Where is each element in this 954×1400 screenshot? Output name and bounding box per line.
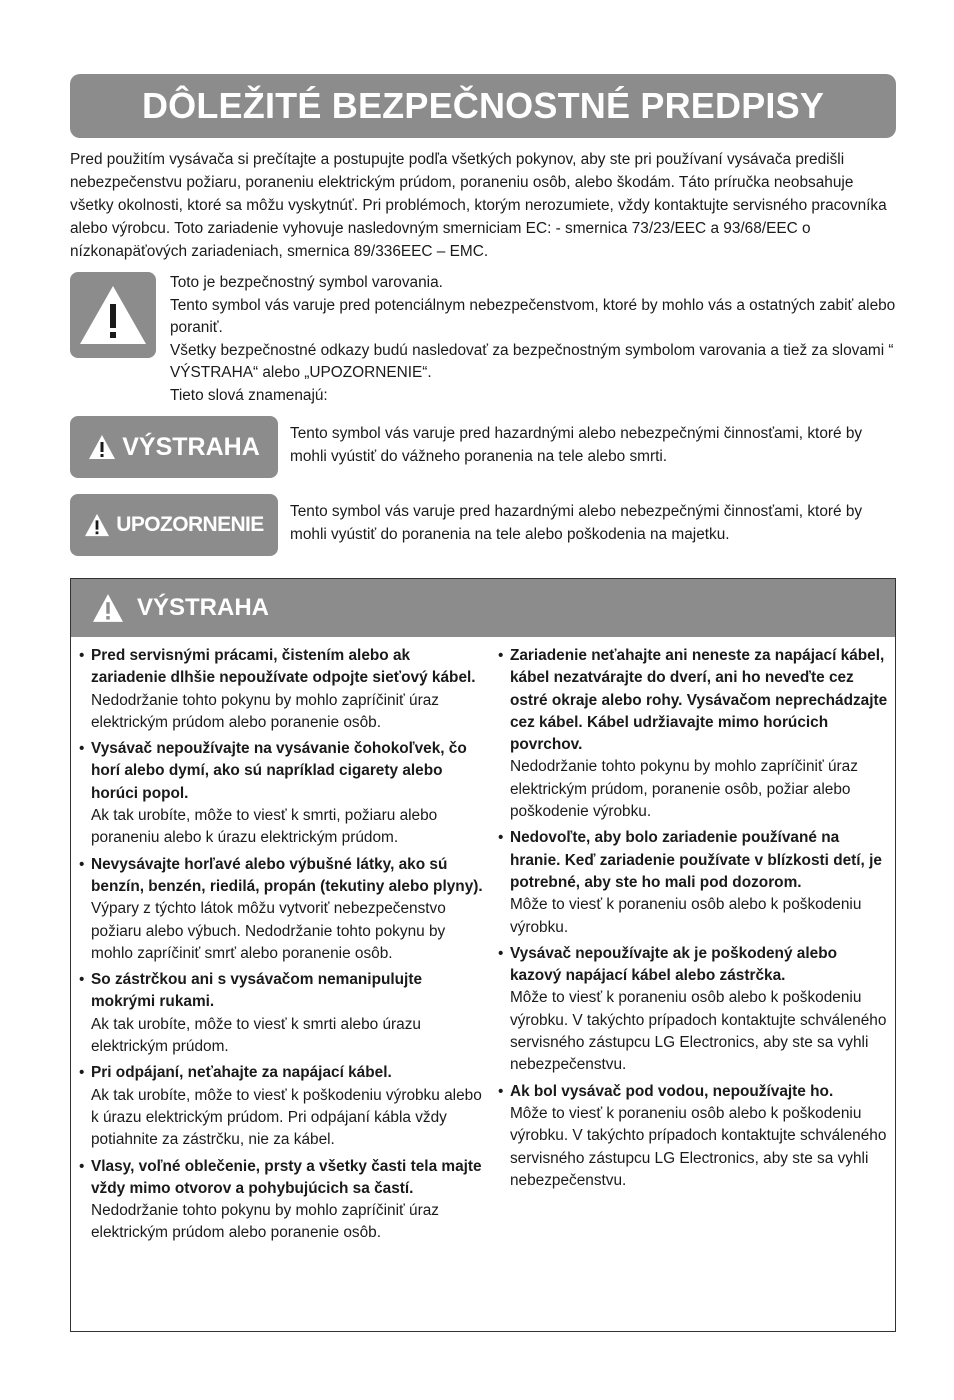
- warning-triangle-icon: [84, 513, 110, 537]
- item-body: Výpary z týchto látok môžu vytvoriť nebezpečenstvo požiaru alebo výbuch. Nedodržanie tohto pokynu by mohlo zapríčiniť smrť alebo poranenie osôb.: [91, 900, 446, 962]
- item-heading: Nedovoľte, aby bolo zariadenie používané na hranie. Keď zariadenie používate v blízkosti detí, je potrebné, aby ste ho mali pod dozorom.: [509, 829, 882, 891]
- list-item: [496, 943, 889, 1077]
- bullet-icon: •: [497, 829, 504, 847]
- bullet-icon: •: [497, 1082, 504, 1100]
- warning-triangle-icon: [91, 593, 125, 623]
- page-title: DÔLEŽITÉ BEZPEČNOSTNÉ PREDPISY: [141, 85, 825, 126]
- item-body: Nedodržanie tohto pokynu by mohlo zapríčiniť úraz elektrickým prúdom alebo poranenie osôb.: [91, 691, 439, 731]
- symbol-line-1: Toto je bezpečnostný symbol varovania.: [170, 274, 443, 291]
- item-body: Môže to viesť k poraneniu osôb alebo k poškodeniu výrobku.: [509, 896, 862, 936]
- caution-badge-description: Tento symbol vás varuje pred hazardnými alebo nebezpečnými činnosťami, ktoré by mohli vyústiť do poranenia na tele alebo poškodenia na majetku.: [290, 503, 863, 543]
- item-body: Nedodržanie tohto pokynu by mohlo zapríčiniť úraz elektrickým prúdom alebo poranenie osôb.: [91, 1202, 439, 1242]
- list-item: [77, 969, 484, 1058]
- list-item: [77, 1062, 484, 1151]
- list-item: [77, 854, 484, 965]
- warning-triangle-icon: [88, 434, 116, 460]
- item-heading: Vysávač nepoužívajte ak je poškodený alebo kazový napájací kábel alebo zástrčka.: [509, 944, 837, 985]
- item-heading: Ak bol vysávač pod vodou, nepoužívajte ho.: [509, 1082, 834, 1100]
- bullet-icon: •: [79, 1157, 85, 1175]
- warning-badge: [70, 416, 278, 478]
- symbol-line-4: Tieto slová znamenajú:: [170, 386, 328, 404]
- item-heading: Vlasy, voľné oblečenie, prsty a všetky časti tela majte vždy mimo otvorov a pohybujúcich sa častí.: [91, 1157, 482, 1197]
- title-banner: [70, 74, 896, 138]
- symbol-line-2: Tento symbol vás varuje pred potenciálnym nebezpečenstvom, ktoré by mohlo vás a ostatných zabiť alebo poraniť.: [170, 296, 896, 336]
- list-item: [496, 1081, 889, 1192]
- item-body: Ak tak urobíte, môže to viesť k smrti, požiaru alebo poraneniu alebo k úrazu elektrickým prúdom.: [91, 807, 438, 847]
- bullet-icon: •: [79, 971, 85, 989]
- bullet-icon: •: [497, 944, 504, 962]
- warning-badge-description: Tento symbol vás varuje pred hazardnými alebo nebezpečnými činnosťami, ktoré by mohli vyústiť do vážneho poranenia na tele alebo smrti.: [290, 425, 863, 465]
- item-body: Ak tak urobíte, môže to viesť k smrti alebo úrazu elektrickým prúdom.: [91, 1015, 421, 1056]
- symbol-explanation: [170, 272, 900, 407]
- item-heading: Pred servisnými prácami, čistením alebo ak zariadenie dlhšie nepoužívate odpojte sieťový kábel.: [91, 647, 476, 687]
- item-body: Môže to viesť k poraneniu osôb alebo k poškodeniu výrobku. V takýchto prípadoch kontaktujte schváleného servisného zástupcu LG Electronics, aby ste sa vyhli nebezpečenstvu.: [509, 1104, 887, 1189]
- bullet-icon: •: [79, 647, 85, 664]
- item-body: Môže to viesť k poraneniu osôb alebo k poškodeniu výrobku. V takýchto prípadoch kontaktujte schváleného servisného zástupcu LG Electronics, aby ste sa vyhli nebezpečenstvu.: [509, 989, 887, 1074]
- list-item: [77, 738, 484, 849]
- bullet-icon: •: [497, 647, 504, 664]
- warning-box-header: [71, 579, 895, 637]
- warning-badge-label: VÝSTRAHA: [122, 432, 260, 461]
- caution-badge-label: UPOZORNENIE: [116, 513, 264, 536]
- symbol-line-3: Všetky bezpečnostné odkazy budú nasledovať za bezpečnostným symbolom varovania a tiež za slovami “ VÝSTRAHA“ alebo „UPOZORNENIE“.: [170, 341, 894, 381]
- list-item: [77, 645, 484, 734]
- item-heading: Pri odpájaní, neťahajte za napájací kábel.: [91, 1064, 392, 1082]
- bullet-icon: •: [79, 855, 85, 873]
- list-item: [77, 1156, 484, 1245]
- caution-badge: [70, 494, 278, 556]
- item-heading: Nevysávajte horľavé alebo výbušné látky, ako sú benzín, benzén, riedilá, propán (tekutiny alebo plyny).: [91, 855, 483, 895]
- warning-triangle-icon: [70, 272, 156, 358]
- bullet-icon: •: [79, 740, 85, 758]
- warning-box: [70, 578, 896, 1332]
- warning-column-right: [496, 645, 889, 1249]
- warning-column-left: [77, 645, 484, 1249]
- list-item: [496, 827, 889, 938]
- item-body: Nedodržanie tohto pokynu by mohlo zapríčiniť úraz elektrickým prúdom, poranenie osôb, požiar alebo poškodenie výrobku.: [509, 758, 858, 821]
- item-heading: Zariadenie neťahajte ani neneste za napájací kábel, kábel nezatvárajte do dverí, ani ho neveďte cez ostré okraje alebo rohy. Vysávačom neprechádzajte cez kábel. Kábel udržiavajte mimo horúcich povrchov.: [509, 647, 888, 754]
- list-item: [496, 645, 889, 823]
- safety-symbol: [70, 272, 156, 358]
- bullet-icon: •: [79, 1064, 85, 1082]
- item-heading: Vysávač nepoužívajte na vysávanie čohokoľvek, čo horí alebo dymí, ako sú napríklad cigarety alebo horúci popol.: [91, 740, 467, 802]
- intro-paragraph: Pred použitím vysávača si prečítajte a postupujte podľa všetkých pokynov, aby ste pri používaní vysávača predišli nebezpečenstvu požiaru, poraneniu elektrickým prúdom, poraneniu osôb, alebo škodám. Táto príručka neobsahuje všetky okolnosti, ktoré sa môžu vyskytnúť. Pri problémoch, ktorým nerozumiete, vždy kontaktujte servisného pracovníka alebo výrobcu. Toto zariadenie vyhovuje nasledovným smerniciam EC: - smernica 73/23/EEC a 93/68/EEC o nízkonapäťových zariadeniach, smernica 89/336EEC – EMC.: [70, 151, 887, 260]
- item-heading: So zástrčkou ani s vysávačom nemanipulujte mokrými rukami.: [91, 971, 423, 1011]
- warning-box-title: VÝSTRAHA: [137, 594, 270, 621]
- item-body: Ak tak urobíte, môže to viesť k poškodeniu výrobku alebo k úrazu elektrickým prúdom. Pri odpájaní kábla vždy potiahnite za zástrčku, nie za kábel.: [91, 1086, 482, 1149]
